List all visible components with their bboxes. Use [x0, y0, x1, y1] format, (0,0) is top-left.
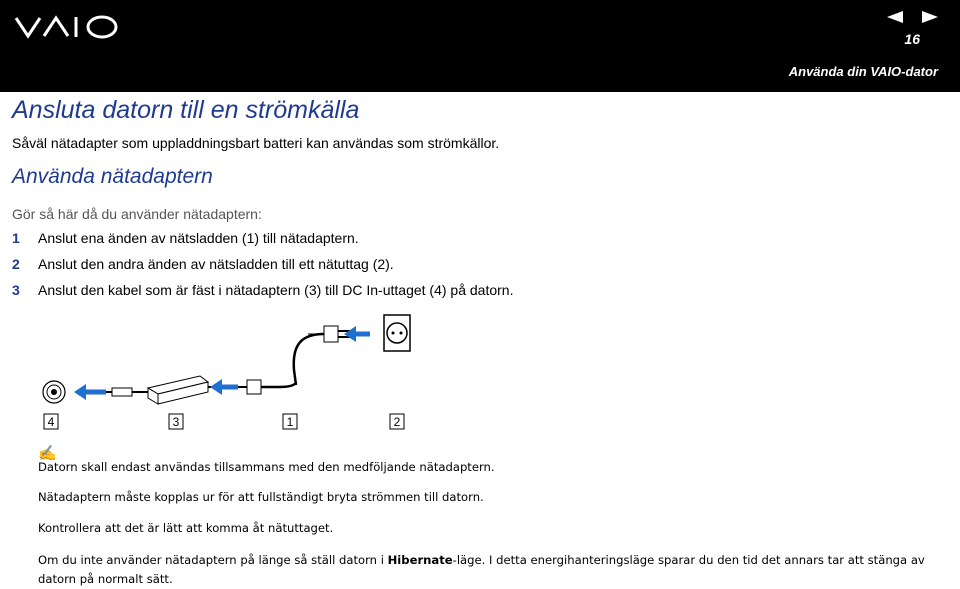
page-title: Ansluta datorn till en strömkälla	[12, 96, 360, 124]
intro-text: Såväl nätadapter som uppladdningsbart batteri kan användas som strömkällor.	[12, 135, 500, 151]
note-pencil-icon: ✍	[38, 445, 57, 462]
step-number: 1	[12, 230, 20, 246]
page-number: 16	[904, 31, 920, 47]
lead-text: Gör så här då du använder nätadaptern:	[12, 206, 262, 222]
page-nav	[884, 10, 944, 24]
dc-in-port-icon	[43, 381, 65, 403]
note-line: Nätadaptern måste kopplas ur för att fullständigt bryta strömmen till datorn.	[38, 490, 484, 504]
label-box	[390, 414, 404, 429]
step-3	[12, 282, 513, 298]
ac-adapter-icon	[148, 376, 247, 404]
page-header	[0, 0, 960, 92]
step-text: Anslut ena änden av nätsladden (1) till nätadaptern.	[38, 230, 359, 246]
label-1: 1	[286, 415, 294, 429]
note-text: Om du inte använder nätadaptern på länge så ställ datorn i	[38, 553, 388, 567]
note-line: Kontrollera att det är lätt att komma åt nätuttaget.	[38, 521, 334, 535]
step-text: Anslut den andra änden av nätsladden till ett nätuttag (2).	[38, 256, 394, 272]
next-arrow-icon[interactable]	[916, 10, 940, 24]
step-2	[12, 256, 394, 272]
note-line-hibernate	[38, 551, 950, 589]
label-box	[169, 414, 183, 429]
arrow-icon	[74, 384, 86, 400]
vaio-logo	[14, 14, 124, 40]
label-3: 3	[172, 415, 180, 429]
label-box	[44, 414, 58, 429]
previous-arrow-icon[interactable]	[884, 10, 906, 24]
arrow-icon	[210, 379, 222, 395]
wall-outlet-icon	[384, 315, 410, 351]
arrow-icon	[344, 326, 356, 342]
step-number: 3	[12, 282, 20, 298]
label-4: 4	[47, 415, 55, 429]
step-number: 2	[12, 256, 20, 272]
label-2: 2	[393, 415, 401, 429]
hibernate-term: Hibernate	[387, 553, 453, 567]
note-line: Datorn skall endast användas tillsammans med den medföljande nätadaptern.	[38, 460, 495, 474]
step-1	[12, 230, 359, 246]
subtitle: Använda nätadaptern	[12, 165, 213, 188]
connection-diagram	[40, 310, 420, 435]
note-text: -läge. I detta energihanteringsläge sparar du den tid det annars tar att stänga av datorn på normalt sätt.	[38, 553, 925, 586]
step-text: Anslut den kabel som är fäst i nätadaptern (3) till DC In-uttaget (4) på datorn.	[38, 282, 514, 298]
power-cord-icon	[247, 326, 352, 394]
label-box	[283, 414, 297, 429]
section-title: Använda din VAIO-dator	[788, 64, 938, 79]
